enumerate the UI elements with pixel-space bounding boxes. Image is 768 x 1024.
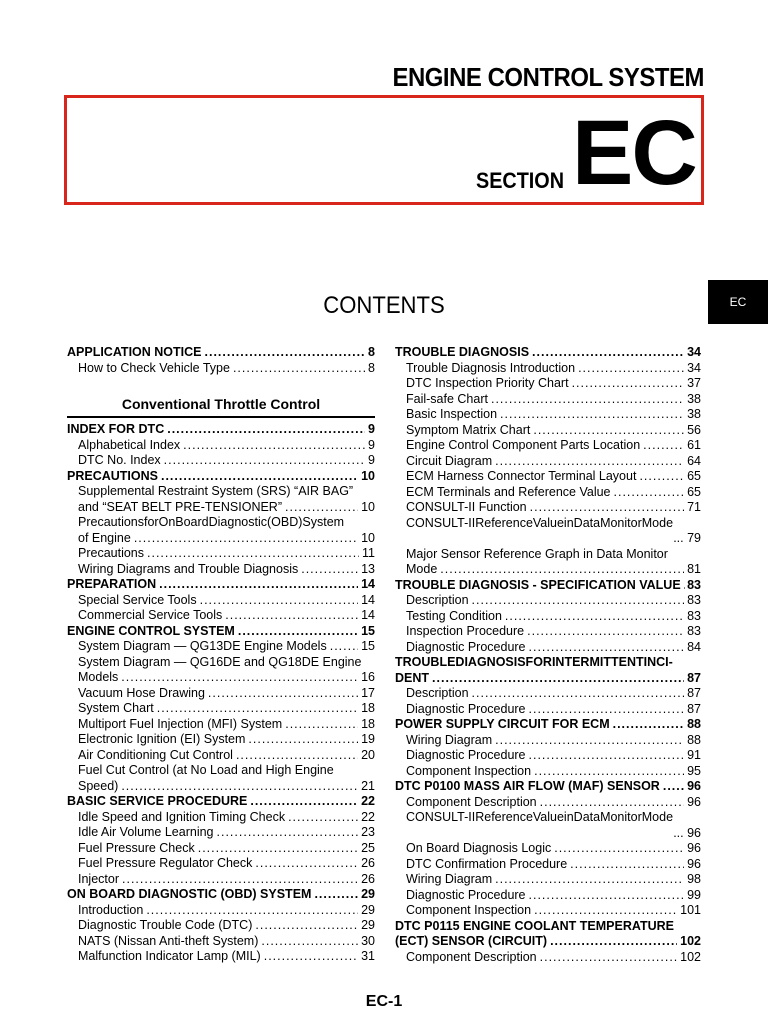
toc-entry[interactable] [67,639,375,655]
toc-entry-label: Commercial Service Tools [78,608,223,622]
toc-left-column [67,345,375,965]
toc-entry[interactable] [395,438,701,454]
toc-entry-label: Description [406,593,469,607]
toc-entry-label: and “SEAT BELT PRE-TENSIONER” [78,499,282,514]
toc-leader-dots [164,453,365,469]
toc-entry[interactable] [395,857,701,873]
toc-entry-page: 84 [687,639,701,654]
toc-entry[interactable] [67,779,375,795]
toc-leader-dots [532,345,684,361]
toc-entry-label: (ECT) SENSOR (CIRCUIT) [395,934,548,948]
toc-leader-dots [183,438,365,454]
toc-entry-page: 65 [687,469,701,483]
toc-entry-label: of Engine [78,530,131,545]
toc-entry-page: 10 [361,530,375,545]
document-title: ENGINE CONTROL SYSTEM [392,62,704,92]
toc-entry-page: 15 [361,639,375,653]
toc-entry-label: System Diagram — QG16DE and QG18DE Engine [78,654,362,669]
toc-leader-dots [314,887,358,903]
toc-leader-dots [639,469,684,485]
toc-leader-dots [255,856,358,872]
toc-entry-page: 65 [687,484,701,499]
toc-entry-label: PrecautionsforOnBoardDiagnostic(OBD)System [78,515,345,529]
toc-leader-dots [432,671,684,687]
toc-entry-label: Wiring Diagram [406,732,493,747]
toc-leader-dots [529,702,685,718]
toc-entry-label: INDEX FOR DTC [67,422,165,436]
toc-entry-page: 23 [361,825,375,839]
toc-entry-label: Component Description [406,794,537,809]
toc-entry[interactable] [67,903,375,919]
toc-entry[interactable] [67,453,375,469]
toc-entry-page: 101 [680,903,701,917]
toc-entry-label: Electronic Ignition (EI) System [78,732,246,746]
toc-entry-label: Testing Condition [406,608,502,623]
toc-entry-label: Wiring Diagram [406,872,493,886]
toc-entry[interactable] [395,702,701,718]
toc-entry-page: 96 [687,841,701,855]
toc-entry[interactable] [395,810,701,826]
toc-entry[interactable] [395,578,701,594]
toc-entry-label: APPLICATION NOTICE [67,345,202,359]
toc-entry-label: POWER SUPPLY CIRCUIT FOR ECM [395,717,610,731]
toc-entry-label: Vacuum Hose Drawing [78,685,205,700]
toc-entry-page: 96 [687,856,701,871]
toc-entry-label: Major Sensor Reference Graph in Data Monitor [406,546,668,561]
toc-entry-page: ... 79 [673,531,701,545]
toc-leader-dots [529,748,685,764]
toc-entry-label: DTC No. Index [78,453,161,467]
toc-leader-dots [505,609,684,625]
toc-entry-page: 11 [362,546,375,560]
toc-entry[interactable] [67,732,375,748]
toc-entry[interactable] [67,438,375,454]
toc-entry[interactable] [395,841,701,857]
toc-entry-label: Diagnostic Procedure [406,748,526,762]
toc-leader-dots [663,779,684,795]
toc-entry[interactable] [67,748,375,764]
toc-entry-page: 29 [361,902,375,917]
toc-entry[interactable] [67,872,375,888]
toc-entry[interactable] [67,856,375,872]
toc-entry[interactable] [395,500,701,516]
toc-entry[interactable] [67,608,375,624]
toc-entry[interactable] [67,422,375,438]
toc-leader-dots [236,748,358,764]
toc-leader-dots [533,423,684,439]
toc-entry-label: ECM Harness Connector Terminal Layout [406,469,637,483]
toc-leader-dots [534,903,677,919]
toc-entry-page: 96 [687,794,701,809]
toc-leader-dots [614,485,685,501]
toc-entry-page: 22 [361,809,375,824]
toc-leader-dots [330,639,358,655]
toc-leader-dots [233,361,365,377]
toc-leader-dots [238,624,358,640]
toc-entry-page: 26 [361,871,375,886]
toc-leader-dots [255,918,358,934]
toc-entry-label: PREPARATION [67,577,157,591]
toc-leader-dots [285,500,358,516]
toc-entry-label: Trouble Diagnosis Introduction [406,360,576,375]
toc-entry-page: 34 [687,360,701,375]
toc-leader-dots [248,732,358,748]
toc-entry[interactable] [395,609,701,625]
toc-entry-label: System Diagram — QG13DE Engine Models [78,639,327,653]
toc-leader-dots [527,624,684,640]
toc-subheading: Conventional Throttle Control [67,396,375,418]
toc-leader-dots [530,500,684,516]
toc-entry-label: DTC Inspection Priority Chart [406,376,569,390]
toc-entry-label: TROUBLE DIAGNOSIS - SPECIFICATION VALUE [395,577,681,592]
toc-entry-label: Air Conditioning Cut Control [78,747,233,762]
toc-entry[interactable] [395,919,701,935]
toc-entry-page: 64 [687,453,701,468]
toc-leader-dots [440,562,684,578]
toc-entry-page: 87 [687,670,701,685]
toc-entry[interactable] [395,903,701,919]
toc-entry[interactable] [395,748,701,764]
toc-leader-dots [121,670,358,686]
toc-entry-page: 14 [361,592,375,607]
toc-entry-label: Alphabetical Index [78,437,181,452]
toc-entry-page: 102 [680,949,701,964]
toc-entry-page: 96 [687,779,701,793]
toc-entry-label: Component Inspection [406,763,532,778]
toc-entry-label: Models [78,670,119,684]
contents-heading: CONTENTS [323,292,445,319]
toc-entry-label: Diagnostic Trouble Code (DTC) [78,918,253,932]
toc-entry[interactable] [67,825,375,841]
toc-entry[interactable] [395,469,701,485]
toc-entry[interactable] [67,686,375,702]
toc-entry[interactable] [67,624,375,640]
toc-leader-dots [529,888,685,904]
toc-leader-dots [578,361,684,377]
toc-entry-page: 10 [361,468,375,483]
toc-entry[interactable] [395,950,701,966]
toc-entry-label: Injector [78,871,119,886]
toc-entry-page: 91 [687,748,701,762]
toc-entry-page: 14 [361,608,375,622]
toc-entry[interactable] [67,593,375,609]
toc-entry-page: 102 [680,934,701,948]
toc-leader-dots [540,950,678,966]
toc-entry[interactable] [395,779,701,795]
toc-entry-label: Fuel Pressure Check [78,840,195,855]
toc-entry-page: 95 [687,763,701,778]
toc-leader-dots [472,686,685,702]
toc-entry-page: 16 [361,670,375,684]
toc-entry-label: Diagnostic Procedure [406,701,526,716]
toc-entry-page: 99 [687,887,701,902]
toc-entry-label: TROUBLEDIAGNOSISFORINTERMITTENTINCI- [395,655,673,669]
toc-entry[interactable] [395,826,701,842]
toc-entry-page: 88 [687,732,701,747]
toc-leader-dots [121,779,358,795]
toc-entry-page: 25 [361,840,375,855]
toc-leader-dots [122,872,358,888]
toc-entry-label: ON BOARD DIAGNOSTIC (OBD) SYSTEM [67,887,312,901]
toc-entry[interactable] [67,531,375,547]
toc-leader-dots [200,593,359,609]
toc-entry-label: ENGINE CONTROL SYSTEM [67,623,235,638]
toc-entry[interactable] [67,841,375,857]
toc-entry-page: 37 [687,376,701,390]
toc-entry[interactable] [395,485,701,501]
toc-entry-label: Introduction [78,902,144,917]
toc-entry-page: 87 [687,701,701,716]
toc-entry-label: Description [406,686,469,700]
toc-entry[interactable] [67,887,375,903]
toc-entry-page: 30 [361,933,375,948]
toc-entry[interactable] [67,484,375,500]
toc-entry-page: 9 [368,453,375,467]
toc-entry[interactable] [395,795,701,811]
toc-entry-page: 9 [368,422,375,436]
toc-entry[interactable] [67,562,375,578]
toc-entry[interactable] [67,934,375,950]
toc-entry[interactable] [67,918,375,934]
toc-entry-page: 61 [687,438,701,452]
toc-leader-dots [261,934,358,950]
toc-entry-page: 18 [361,716,375,731]
toc-leader-dots [572,376,685,392]
toc-entry-page: 22 [361,794,375,808]
toc-leader-dots [529,640,685,656]
toc-entry-page: 9 [368,437,375,452]
toc-entry-page: 29 [361,918,375,932]
toc-entry-label: Diagnostic Procedure [406,887,526,902]
toc-entry[interactable] [67,763,375,779]
toc-leader-dots [495,454,684,470]
toc-leader-dots [500,407,684,423]
toc-entry[interactable] [395,934,701,950]
toc-leader-dots [643,438,684,454]
toc-entry-label: Fuel Cut Control (at No Load and High Engine [78,763,334,777]
toc-entry[interactable] [395,361,701,377]
toc-leader-dots [264,949,358,965]
toc-entry-label: Diagnostic Procedure [406,639,526,654]
toc-entry-label: Speed) [78,778,119,793]
toc-entry-page: 18 [361,701,375,715]
toc-entry[interactable] [395,640,701,656]
toc-entry[interactable] [67,670,375,686]
toc-entry-label: Circuit Diagram [406,453,493,468]
toc-entry-label: TROUBLE DIAGNOSIS [395,345,530,359]
toc-entry-label: Supplemental Restraint System (SRS) “AIR BAG” [78,484,354,498]
toc-entry-page: 83 [687,608,701,623]
toc-entry-page: 26 [361,856,375,870]
toc-entry-label: CONSULT-IIReferenceValueinDataMonitorMode [406,810,674,824]
toc-entry-label: Basic Inspection [406,407,498,421]
toc-entry[interactable] [395,516,701,532]
toc-entry-label: DTC P0115 ENGINE COOLANT TEMPERATURE [395,918,674,933]
toc-entry-label: Idle Air Volume Learning [78,825,214,839]
toc-entry-label: CONSULT-IIReferenceValueinDataMonitorMode [406,515,674,530]
toc-leader-dots [208,686,358,702]
toc-entry-page: 20 [361,747,375,762]
toc-entry-label: Idle Speed and Ignition Timing Check [78,809,286,824]
toc-entry-label: NATS (Nissan Anti-theft System) [78,933,259,948]
toc-entry-page: 83 [687,593,701,607]
toc-entry-label: Symptom Matrix Chart [406,422,531,437]
toc-entry[interactable] [395,717,701,733]
toc-leader-dots [146,903,358,919]
toc-entry[interactable] [67,469,375,485]
toc-entry-label: CONSULT-II Function [406,500,527,514]
toc-leader-dots [540,795,684,811]
toc-entry-label: Fail-safe Chart [406,391,488,406]
toc-leader-dots [472,593,685,609]
toc-entry[interactable] [395,376,701,392]
toc-leader-dots [550,934,677,950]
toc-entry[interactable] [395,764,701,780]
toc-entry-label: Precautions [78,546,145,560]
toc-entry[interactable] [67,655,375,671]
toc-leader-dots [217,825,359,841]
toc-entry-page: 87 [687,686,701,700]
toc-entry-page: 98 [687,872,701,886]
toc-leader-dots [285,717,358,733]
toc-leader-dots [161,469,358,485]
toc-entry[interactable] [67,577,375,593]
toc-entry-label: Multiport Fuel Injection (MFI) System [78,716,283,731]
toc-entry-label: How to Check Vehicle Type [78,360,230,375]
toc-leader-dots [534,764,684,780]
toc-entry[interactable] [67,794,375,810]
toc-entry-page: 56 [687,422,701,437]
toc-entry-label: Component Description [406,949,537,964]
toc-entry[interactable] [67,810,375,826]
toc-entry-page: 31 [361,949,375,963]
toc-leader-dots [157,701,358,717]
toc-entry-label: System Chart [78,701,154,715]
toc-entry-page: 19 [361,732,375,746]
toc-leader-dots [159,577,358,593]
toc-entry[interactable] [67,515,375,531]
toc-entry[interactable] [395,392,701,408]
toc-entry-page: 17 [361,685,375,700]
toc-entry-page: 83 [687,624,701,638]
toc-entry[interactable] [395,624,701,640]
toc-entry-page: 81 [687,562,701,576]
toc-entry[interactable] [395,454,701,470]
toc-entry-label: On Board Diagnosis Logic [406,841,552,855]
page-number: EC-1 [365,993,403,1010]
toc-entry-label: Wiring Diagrams and Trouble Diagnosis [78,561,299,576]
toc-leader-dots [491,392,684,408]
toc-leader-dots [613,717,684,733]
toc-entry-page: 21 [361,778,375,793]
toc-entry[interactable] [395,888,701,904]
toc-entry-page: 34 [687,345,701,359]
toc-entry-label: Inspection Procedure [406,624,525,638]
toc-entry-label: PRECAUTIONS [67,468,158,483]
toc-entry-page: 83 [687,577,701,592]
toc-leader-dots [301,562,358,578]
toc-entry[interactable] [395,345,701,361]
toc-entry-label: Fuel Pressure Regulator Check [78,856,253,870]
toc-leader-dots [134,531,358,547]
toc-entry-label: Engine Control Component Parts Location [406,438,641,452]
toc-entry-label: Special Service Tools [78,592,197,607]
toc-entry[interactable] [67,361,375,377]
toc-entry-page: 8 [368,345,375,359]
toc-entry[interactable] [67,345,375,361]
toc-entry-label: ECM Terminals and Reference Value [406,484,611,499]
toc-entry-page: 8 [368,360,375,375]
toc-entry[interactable] [395,531,701,547]
toc-entry[interactable] [67,701,375,717]
toc-leader-dots [250,794,358,810]
toc-entry[interactable] [395,562,701,578]
toc-entry-page: 29 [361,887,375,901]
toc-entry-page: 15 [361,623,375,638]
toc-entry[interactable] [67,949,375,965]
toc-entry[interactable] [395,655,701,671]
toc-entry-page: 71 [687,500,701,514]
toc-entry-label: DTC P0100 MASS AIR FLOW (MAF) SENSOR [395,779,660,793]
toc-entry-label: DTC Confirmation Procedure [406,856,568,871]
toc-entry-label: DENT [395,670,430,685]
section-code: EC [572,102,696,204]
toc-entry[interactable] [67,546,375,562]
toc-leader-dots [167,422,365,438]
toc-entry-page: 14 [361,577,375,591]
toc-leader-dots [225,608,358,624]
section-tab[interactable]: EC [708,280,768,324]
section-label: SECTION [476,168,565,193]
toc-right-column [395,345,701,965]
toc-entry-page: 38 [687,407,701,421]
toc-leader-dots [495,733,684,749]
toc-entry[interactable] [67,500,375,516]
toc-entry-page: 38 [687,391,701,406]
toc-entry[interactable] [395,423,701,439]
toc-entry[interactable] [395,547,701,563]
toc-leader-dots [570,857,684,873]
toc-entry-page: 88 [687,717,701,731]
toc-entry-page: 13 [361,561,375,576]
toc-entry[interactable] [395,686,701,702]
toc-entry[interactable] [395,872,701,888]
toc-leader-dots [554,841,684,857]
toc-entry[interactable] [395,733,701,749]
toc-entry[interactable] [395,671,701,687]
toc-entry-label: BASIC SERVICE PROCEDURE [67,794,248,808]
toc-entry-page: ... 96 [673,825,701,840]
toc-entry[interactable] [395,593,701,609]
toc-entry-label: Component Inspection [406,903,532,917]
toc-leader-dots [198,841,358,857]
toc-leader-dots [495,872,684,888]
toc-leader-dots [147,546,359,562]
toc-entry[interactable] [395,407,701,423]
toc-entry-label: Mode [406,562,438,576]
toc-entry-page: 10 [361,499,375,514]
toc-entry[interactable] [67,717,375,733]
toc-entry-label: Malfunction Indicator Lamp (MIL) [78,949,261,963]
toc-leader-dots [288,810,358,826]
toc-leader-dots [205,345,366,361]
